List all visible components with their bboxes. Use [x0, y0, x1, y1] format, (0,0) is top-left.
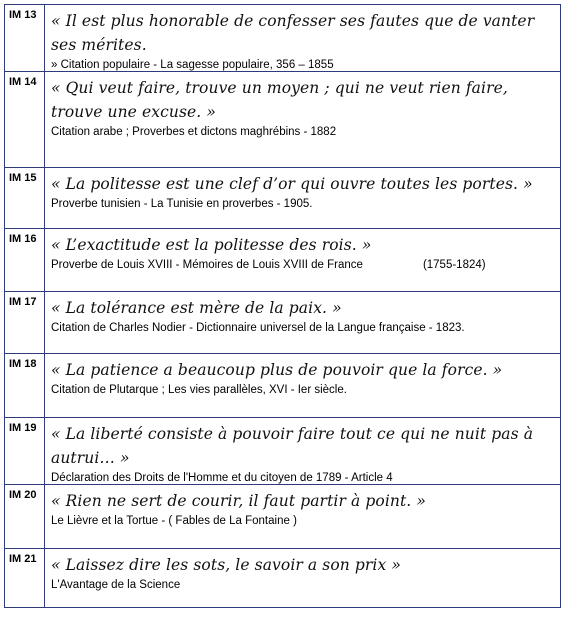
- row-content: [45, 549, 561, 608]
- source-text: [51, 579, 554, 591]
- table-row: [5, 418, 561, 485]
- source-text: [51, 198, 554, 210]
- quotes-table: [4, 4, 561, 608]
- row-content: [45, 418, 561, 485]
- table-row: [5, 168, 561, 229]
- source-extra: (1755-1824): [422, 259, 486, 272]
- row-id: IM 13: [5, 5, 45, 72]
- source-label: Citation de Plutarque ; Les vies parallèles, XVI - Ier siècle.: [51, 384, 347, 397]
- row-content: [45, 5, 561, 72]
- source-label: Le Lièvre et la Tortue - ( Fables de La Fontaine ): [51, 515, 297, 528]
- table-row: [5, 229, 561, 292]
- row-id: IM 21: [5, 549, 45, 608]
- row-id: IM 18: [5, 354, 45, 418]
- quote-text: « Il est plus honorable de confesser ses fautes que de vanter ses mérites.: [51, 12, 535, 55]
- source-label: Proverbe de Louis XVIII - Mémoires de Louis XVIII de France: [51, 259, 363, 272]
- source-text: [51, 126, 554, 138]
- row-id: IM 14: [5, 72, 45, 168]
- row-id: IM 19: [5, 418, 45, 485]
- quote-text: « Rien ne sert de courir, il faut partir à point. »: [51, 492, 426, 511]
- source-text: [51, 259, 554, 271]
- source-text: [51, 472, 554, 484]
- table-row: [5, 485, 561, 549]
- source-label: Citation arabe ; Proverbes et dictons maghrébins - 1882: [51, 126, 337, 139]
- quote-text: « L’exactitude est la politesse des rois. »: [51, 236, 372, 255]
- row-id: IM 16: [5, 229, 45, 292]
- source-label: L'Avantage de la Science: [51, 579, 181, 592]
- source-label: » Citation populaire - La sagesse populaire, 356 – 1855: [51, 59, 334, 72]
- table-row: [5, 354, 561, 418]
- source-label: Déclaration des Droits de l'Homme et du citoyen de 1789 - Article 4: [51, 472, 393, 485]
- source-text: [51, 322, 554, 334]
- quote-text: « La patience a beaucoup plus de pouvoir que la force. »: [51, 361, 503, 380]
- source-text: [51, 59, 554, 71]
- source-label: Citation de Charles Nodier - Dictionnaire universel de la Langue française - 1823.: [51, 322, 465, 335]
- row-content: [45, 354, 561, 418]
- row-id: IM 15: [5, 168, 45, 229]
- row-content: [45, 292, 561, 354]
- quote-text: « Qui veut faire, trouve un moyen ; qui ne veut rien faire, trouve une excuse. »: [51, 79, 508, 122]
- table-row: [5, 549, 561, 608]
- quote-text: « La liberté consiste à pouvoir faire tout ce qui ne nuit pas à autrui… »: [51, 425, 534, 468]
- quote-text: « La politesse est une clef d’or qui ouvre toutes les portes. »: [51, 175, 533, 194]
- source-text: [51, 515, 554, 527]
- quote-text: « Laissez dire les sots, le savoir a son prix »: [51, 556, 401, 575]
- source-text: [51, 384, 554, 396]
- row-id: IM 17: [5, 292, 45, 354]
- row-id: IM 20: [5, 485, 45, 549]
- table-row: [5, 5, 561, 72]
- row-content: [45, 229, 561, 292]
- row-content: [45, 168, 561, 229]
- quote-text: « La tolérance est mère de la paix. »: [51, 299, 342, 318]
- source-label: Proverbe tunisien - La Tunisie en proverbes - 1905.: [51, 198, 313, 211]
- row-content: [45, 72, 561, 168]
- row-content: [45, 485, 561, 549]
- table-row: [5, 292, 561, 354]
- table-row: [5, 72, 561, 168]
